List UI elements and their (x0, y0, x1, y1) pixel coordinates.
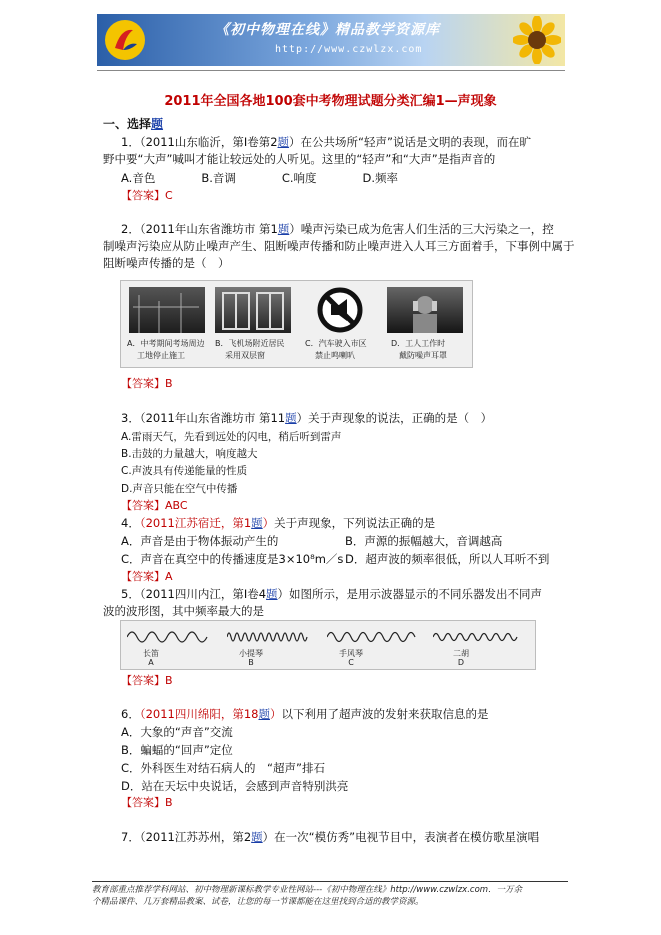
section-label: 一、选择 (103, 117, 152, 131)
option-letter: A (148, 658, 154, 667)
q6-option-c: C．外科医生对结石病人的 “超声”排石 (121, 761, 325, 775)
caption-c-line1: C．汽车驶入市区 (305, 339, 367, 348)
header-banner (97, 14, 565, 66)
q7-link[interactable]: 题 (251, 830, 263, 844)
option-letter: C (348, 658, 354, 667)
caption-a-line2: 工地停止施工 (137, 351, 185, 360)
q4-option-b: B．声源的振幅越大，音调越高 (345, 534, 503, 548)
flute-waveform (127, 627, 211, 647)
q3-answer (121, 498, 188, 514)
footer-line1: 教育部重点推荐学科网站、初中物理新课标教学专业性网站---《初中物理在线》http://www.czwlzx.com．一万余 (92, 885, 523, 895)
q1-options: A.音色 B.音调 C.响度 D.频率 (121, 171, 399, 185)
answer-value: C (165, 189, 173, 202)
q1-stem: ）在公共场所“轻声”说话是文明的表现，而在旷 (289, 135, 531, 149)
q7-line1 (121, 829, 539, 845)
q6-option-a: A．大象的“声音”交流 (121, 725, 233, 739)
q5-answer (121, 673, 173, 689)
q4-number: 4． (121, 516, 140, 530)
instrument-name: 小提琴 (239, 649, 263, 658)
q6-answer (121, 795, 173, 811)
construction-photo (129, 287, 205, 333)
q6-stem: 以下利用了超声波的发射来获取信息的是 (281, 707, 489, 721)
q4-answer (121, 569, 173, 585)
section-heading (103, 116, 163, 132)
wave-label-c (331, 649, 371, 667)
banner-title: 《初中物理在线》精品教学资源库 (215, 22, 440, 38)
q4-stem: 关于声现象，下列说法正确的是 (274, 516, 436, 530)
q7-stem: ）在一次“模仿秀”电视节目中，表演者在模仿歌星演唱 (262, 830, 540, 844)
caption-b-line1: B．飞机场附近居民 (215, 339, 285, 348)
answer-value: A (165, 570, 173, 583)
q4-option-c: C．声音在真空中的传播速度是3×10⁸m／s (121, 552, 344, 566)
q6-line1 (121, 706, 488, 722)
q2-source: 2．（2011年山东省潍坊市 第1 (121, 222, 278, 236)
answer-label: 【答案】 (121, 674, 165, 687)
q5-stem: ）如图所示，是用示波器显示的不同乐器发出不同声 (277, 587, 543, 601)
wave-label-d (441, 649, 481, 667)
caption-d-line2: 戴防噪声耳罩 (399, 351, 447, 360)
q2-line1 (121, 221, 554, 237)
q4-source-close: ） (262, 516, 275, 530)
q6-link[interactable]: 题 (258, 707, 270, 721)
answer-value: B (165, 796, 173, 809)
q5-link[interactable]: 题 (266, 587, 278, 601)
q2-answer (121, 376, 173, 392)
answer-label: 【答案】 (121, 377, 165, 390)
no-horn-sign-icon (317, 287, 363, 333)
q7-source: 7．（2011江苏苏州，第2 (121, 830, 252, 844)
instrument-name: 长笛 (143, 649, 159, 658)
q6-option-d: D．站在天坛中央说话，会感到声音特别洪亮 (121, 779, 349, 793)
q1-line1 (121, 134, 531, 150)
banner-url[interactable]: http://www.czwlzx.com (275, 44, 423, 55)
q5-source: 5．（2011四川内江，第Ⅰ卷4 (121, 587, 267, 601)
q3-option-b: B.击鼓的力量越大，响度越大 (121, 448, 258, 460)
caption-b-line2: 采用双层窗 (225, 351, 265, 360)
q4-source: （2011江苏宿迁，第1 (139, 516, 252, 530)
q3-option-a: A.雷雨天气，先看到远处的闪电，稍后听到雷声 (121, 431, 342, 443)
answer-label: 【答案】 (121, 570, 165, 583)
q4-option-a: A．声音是由于物体振动产生的 (121, 534, 279, 548)
q1-answer (121, 188, 173, 204)
q5-line1 (121, 586, 542, 602)
section-link[interactable]: 题 (151, 117, 164, 131)
answer-value: B (165, 674, 173, 687)
wave-label-a (131, 649, 171, 667)
answer-value: B (165, 377, 173, 390)
double-window-photo (215, 287, 291, 333)
answer-label: 【答案】 (121, 189, 165, 202)
q3-line1 (121, 410, 492, 426)
q6-source-close: ） (269, 707, 282, 721)
sunflower-icon (513, 16, 561, 64)
accordion-waveform (327, 627, 417, 647)
option-letter: B (248, 658, 254, 667)
caption-c-line2: 禁止鸣喇叭 (315, 351, 355, 360)
instrument-name: 手风琴 (339, 649, 363, 658)
violin-waveform (227, 627, 311, 647)
instrument-name: 二胡 (453, 649, 469, 658)
document-title: 2011年全国各地100套中考物理试题分类汇编1—声现象 (164, 94, 497, 109)
header-divider (97, 70, 565, 71)
q4-line1 (121, 515, 435, 531)
wave-label-b (231, 649, 271, 667)
footer-divider (92, 881, 568, 882)
footer-line2: 个精品课件、几万套精品教案、试卷，让您的每一节课都能在这里找到合适的教学资源。 (92, 897, 424, 907)
q4-link[interactable]: 题 (251, 516, 263, 530)
worker-earmuffs-photo (387, 287, 463, 333)
q2-line3: 阻断噪声传播的是（ ） (103, 256, 230, 270)
q5-line2: 波的波形图，其中频率最大的是 (103, 604, 264, 618)
q1-line2: 野中要“大声”喊叫才能让较远处的人听见。这里的“轻声”和“大声”是指声音的 (103, 152, 496, 166)
q1-link[interactable]: 题 (277, 135, 290, 149)
option-letter: D (457, 658, 465, 667)
q5-waveform-figure (120, 620, 536, 670)
caption-a-line1: A．中考期间考场周边 (127, 339, 205, 348)
answer-value: ABC (165, 499, 188, 512)
q2-line2: 制噪声污染应从防止噪声产生、阻断噪声传播和防止噪声进入人耳三方面着手，下事例中属于 (103, 239, 575, 253)
caption-d-line1: D．工人工作时 (391, 339, 446, 348)
answer-label: 【答案】 (121, 796, 165, 809)
q3-option-d: D.声音只能在空气中传播 (121, 483, 238, 495)
q6-number: 6． (121, 707, 140, 721)
q2-link[interactable]: 题 (277, 222, 290, 236)
q1-source: 1．（2011山东临沂，第Ⅰ卷第2 (121, 135, 278, 149)
q6-option-b: B．蝙蝠的“回声”定位 (121, 743, 233, 757)
site-logo-icon (103, 18, 147, 62)
q3-link[interactable]: 题 (285, 411, 297, 425)
q4-option-d: D．超声波的频率很低，所以人耳听不到 (345, 552, 550, 566)
page-footer (92, 884, 568, 908)
q2-stem: ）噪声污染已成为危害人们生活的三大污染之一，控 (289, 222, 554, 236)
answer-label: 【答案】 (121, 499, 165, 512)
q2-figure (120, 280, 473, 368)
q3-stem: ）关于声现象的说法，正确的是（ ） (296, 411, 493, 425)
q6-source: （2011四川绵阳，第18 (139, 707, 259, 721)
q3-option-c: C.声波具有传递能量的性质 (121, 465, 248, 477)
q3-source: 3．（2011年山东省潍坊市 第11 (121, 411, 286, 425)
erhu-waveform (433, 627, 523, 647)
